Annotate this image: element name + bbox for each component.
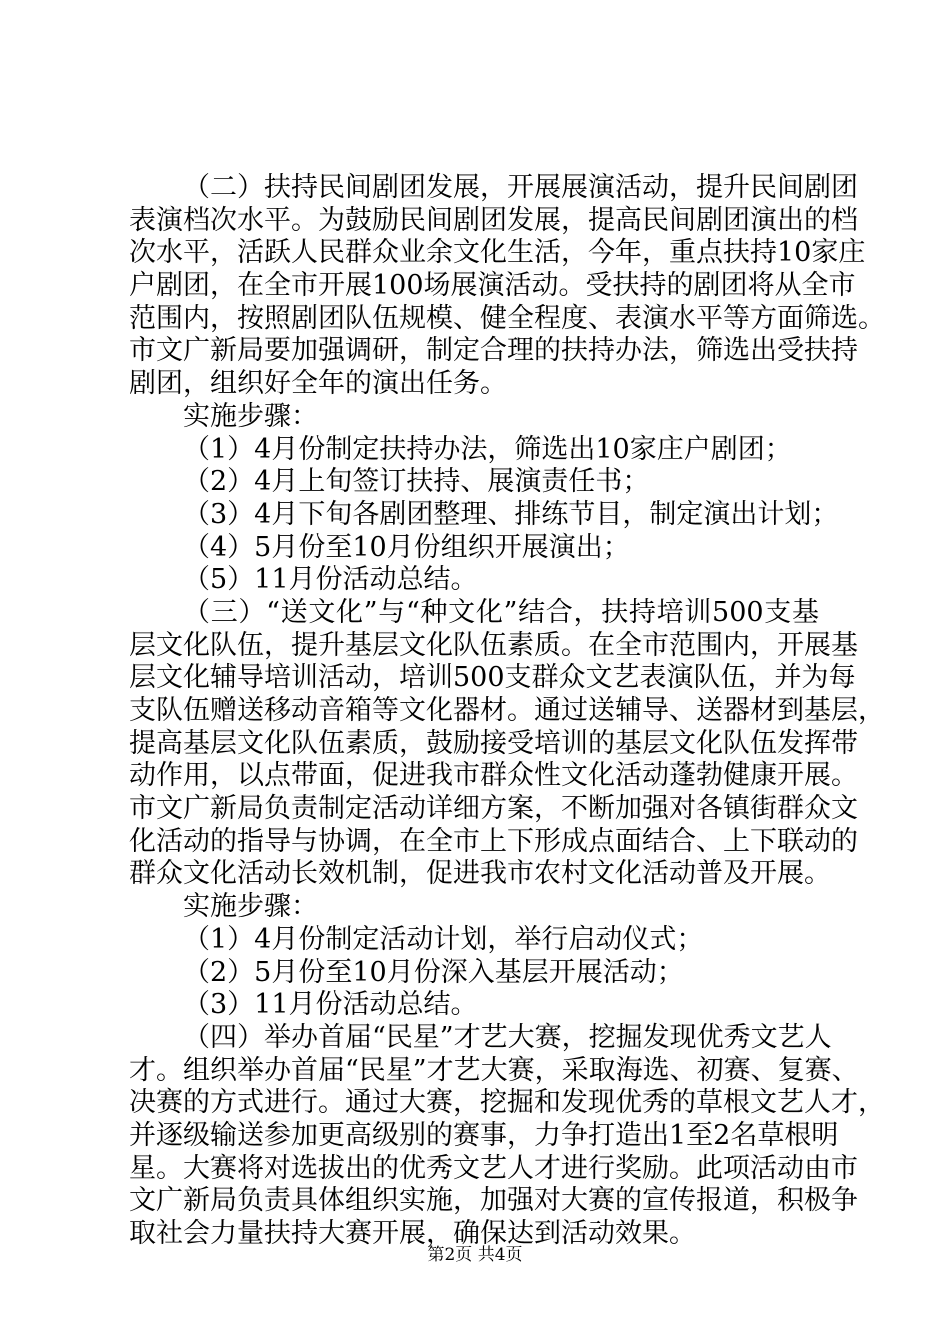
step-item: （1）4月份制定扶持办法，筛选出10家庄户剧团；	[183, 433, 792, 465]
text-line: 市文广新局要加强调研，制定合理的扶持办法，筛选出受扶持	[129, 335, 858, 367]
step-item: （5）11月份活动总结。	[183, 564, 478, 596]
text-line: 户剧团，在全市开展100场展演活动。受扶持的剧团将从全市	[129, 270, 856, 302]
text-line: 化活动的指导与协调，在全市上下形成点面结合、上下联动的	[129, 825, 858, 857]
document-body	[129, 172, 885, 1251]
text-line: 层文化队伍，提升基层文化队伍素质。在全市范围内，开展基	[129, 629, 858, 661]
text-line: 群众文化活动长效机制，促进我市农村文化活动普及开展。	[129, 858, 831, 890]
section-4	[129, 1021, 885, 1251]
text-line: 范围内，按照剧团队伍规模、健全程度、表演水平等方面筛选。	[129, 302, 885, 334]
section-2	[129, 172, 885, 597]
text-line: （二）扶持民间剧团发展，开展展演活动，提升民间剧团	[183, 172, 858, 203]
text-line: 剧团，组织好全年的演出任务。	[129, 368, 507, 400]
step-item: （2）4月上旬签订扶持、展演责任书；	[183, 466, 650, 498]
text-line: 文广新局负责具体组织实施，加强对大赛的宣传报道，积极争	[129, 1185, 858, 1217]
step-item: （1）4月份制定活动计划，举行启动仪式；	[183, 923, 704, 955]
step-item: （2）5月份至10月份深入基层开展活动；	[183, 956, 684, 988]
text-line: 表演档次水平。为鼓励民间剧团发展，提高民间剧团演出的档	[129, 204, 858, 236]
steps-heading: 实施步骤：	[183, 400, 318, 432]
text-line: 市文广新局负责制定活动详细方案，不断加强对各镇街群众文	[129, 793, 858, 825]
step-item: （3）11月份活动总结。	[183, 989, 478, 1021]
text-line: 次水平，活跃人民群众业余文化生活，今年，重点扶持10家庄	[129, 237, 866, 269]
text-line: 提高基层文化队伍素质，鼓励接受培训的基层文化队伍发挥带	[129, 727, 858, 759]
step-item: （3）4月下旬各剧团整理、排练节目，制定演出计划；	[183, 498, 839, 530]
text-line: 才。组织举办首届“民星”才艺大赛，采取海选、初赛、复赛、	[129, 1054, 859, 1086]
page-number-footer: 第2页 共4页	[427, 1245, 523, 1265]
steps-heading: 实施步骤：	[183, 891, 318, 923]
text-line: （三）“送文化”与“种文化”结合，扶持培训500支基	[183, 596, 819, 628]
text-line: 星。大赛将对选拔出的优秀文艺人才进行奖励。此项活动由市	[129, 1152, 858, 1184]
text-line: 并逐级输送参加更高级别的赛事，力争打造出1至2名草根明	[129, 1119, 839, 1151]
text-line: 层文化辅导培训活动，培训500支群众文艺表演队伍，并为每	[129, 662, 856, 694]
text-line: 决赛的方式进行。通过大赛，挖掘和发现优秀的草根文艺人才，	[129, 1087, 885, 1119]
text-line: 支队伍赠送移动音箱等文化器材。通过送辅导、送器材到基层，	[129, 695, 885, 726]
text-line: 动作用，以点带面，促进我市群众性文化活动蓬勃健康开展。	[129, 760, 858, 792]
text-line: （四）举办首届“民星”才艺大赛，挖掘发现优秀文艺人	[183, 1021, 832, 1053]
section-3	[129, 596, 885, 1022]
step-item: （4）5月份至10月份组织开展演出；	[183, 531, 630, 563]
text-line: 取社会力量扶持大赛开展，确保达到活动效果。	[129, 1218, 696, 1249]
